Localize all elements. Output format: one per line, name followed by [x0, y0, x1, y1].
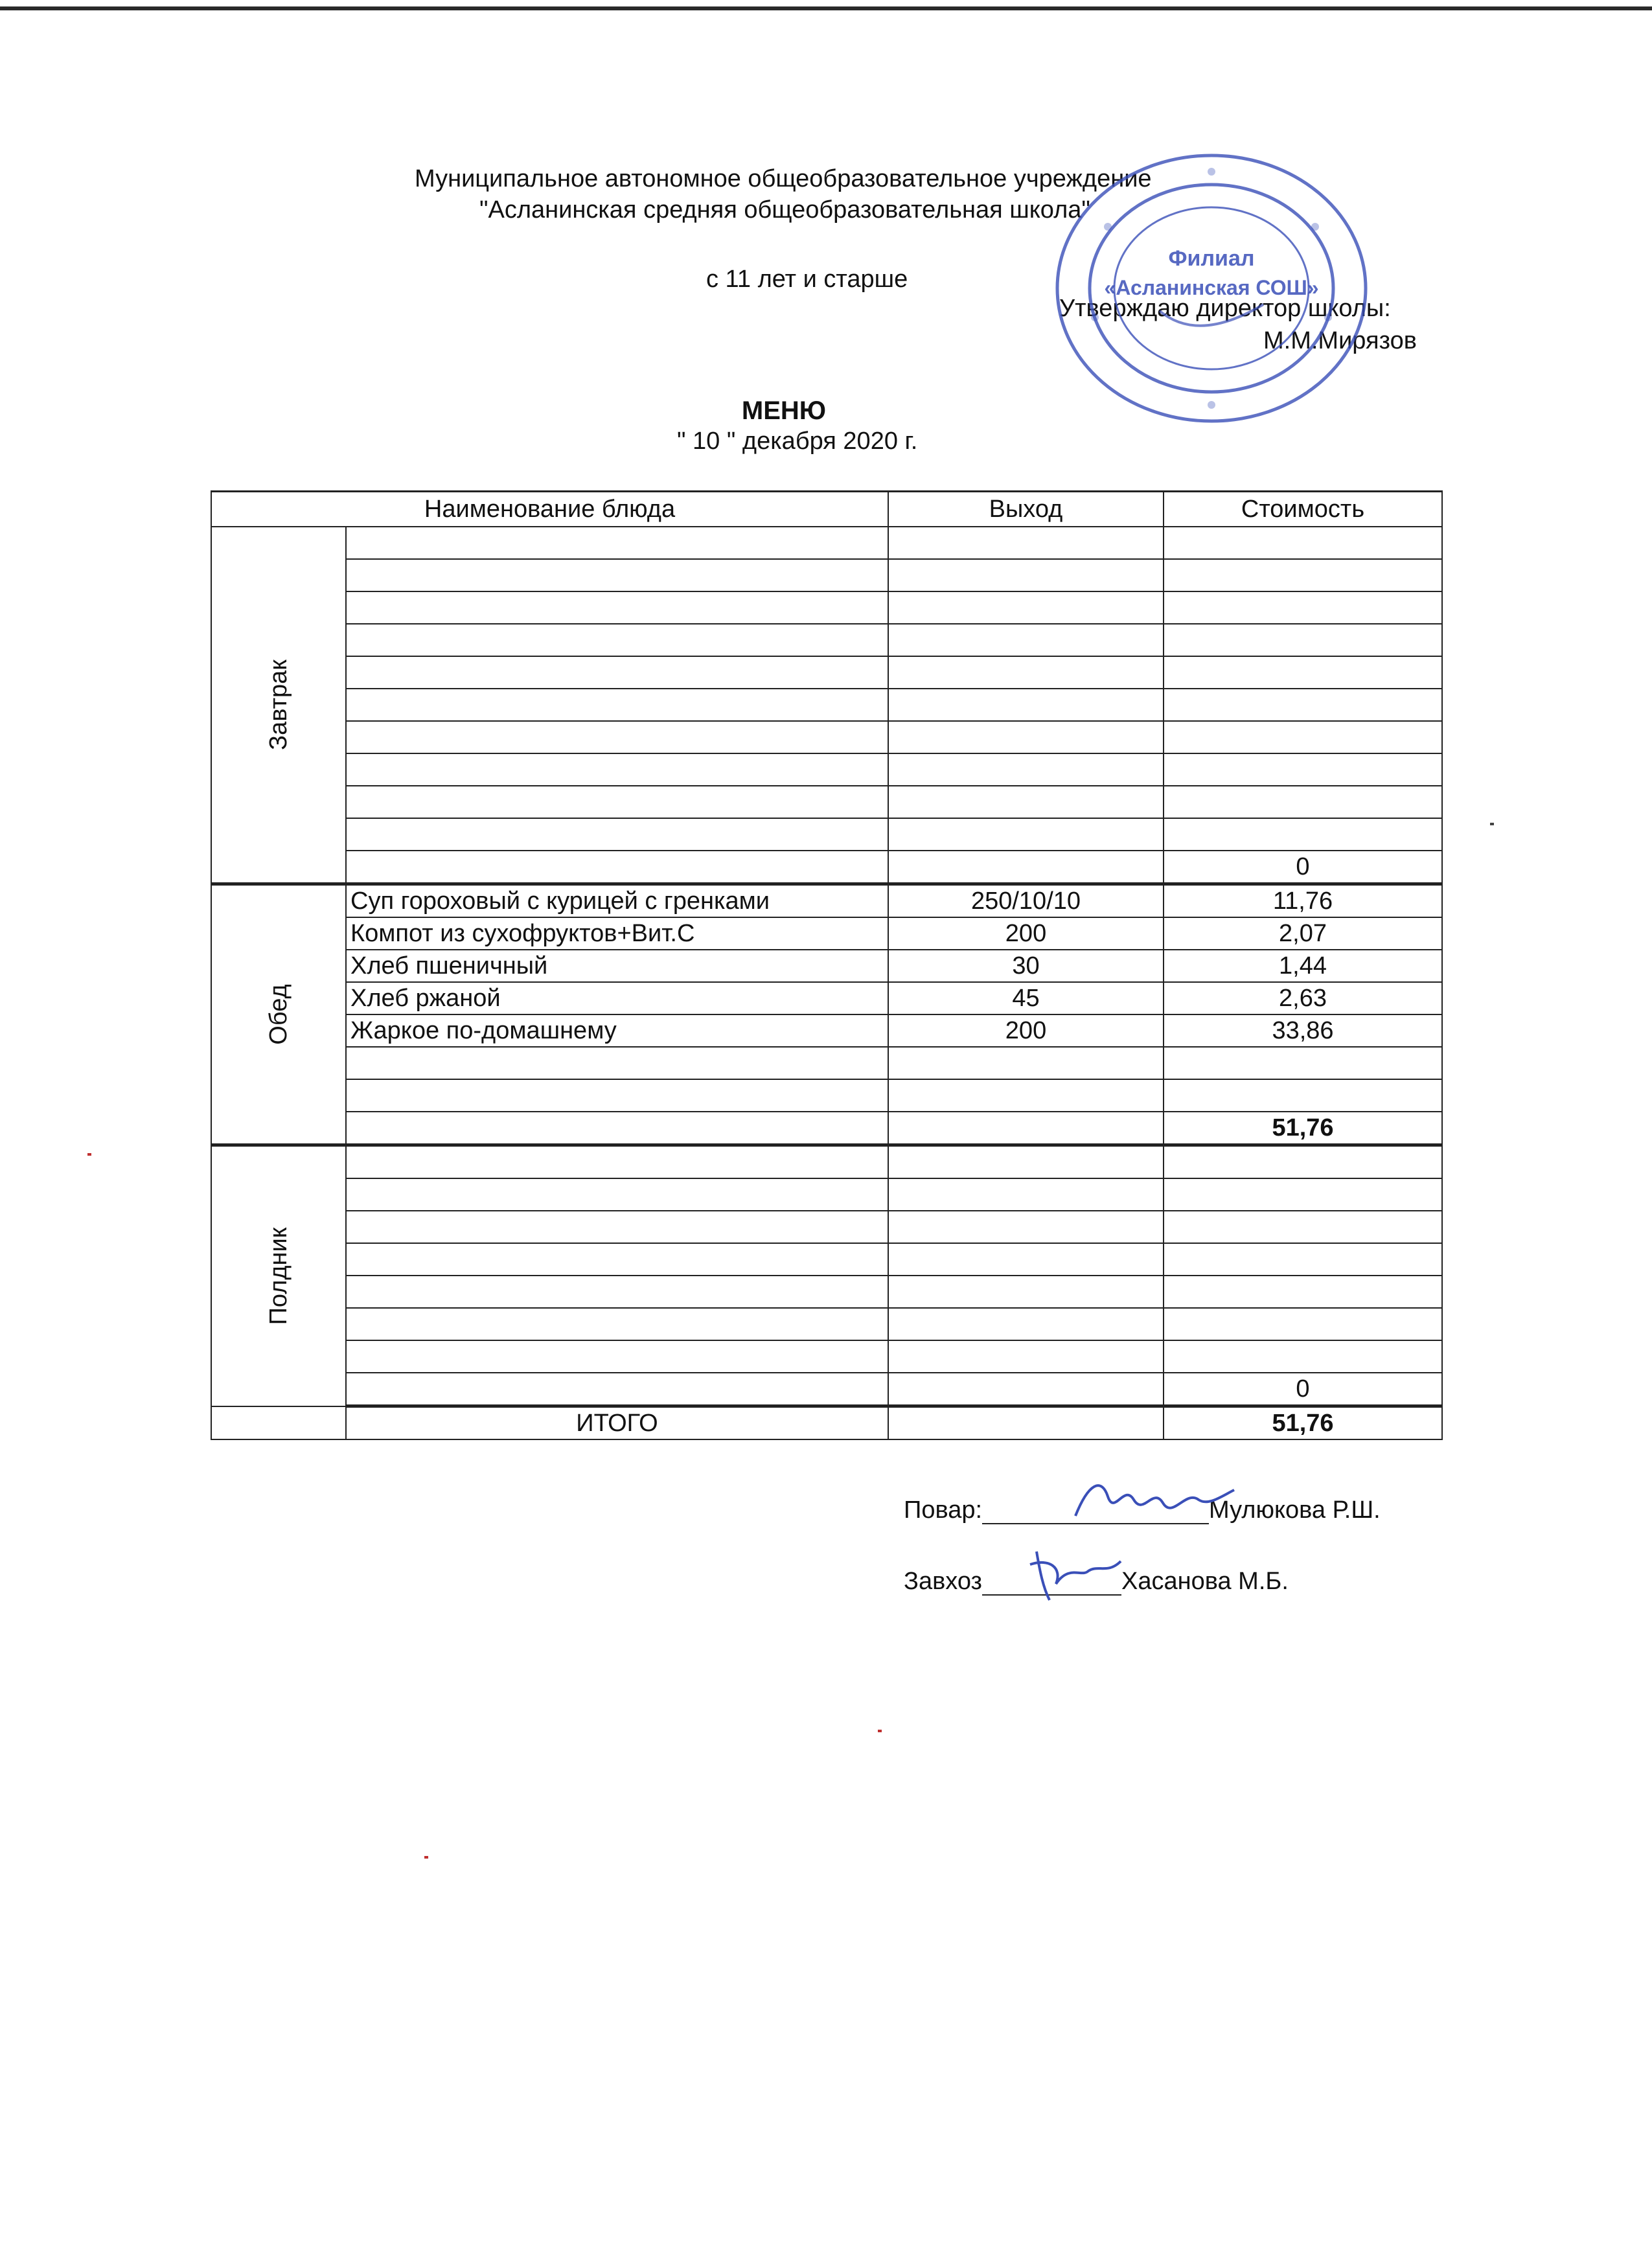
manager-label: Завхоз: [904, 1568, 982, 1595]
meal-label-lunch: Обед: [211, 884, 346, 1145]
stamp-text-2: «Асланинская СОШ»: [1104, 276, 1319, 299]
dish-name: Суп гороховый с курицей с гренками: [346, 884, 888, 918]
official-stamp: [1050, 149, 1373, 428]
cook-handwritten-signature: [1062, 1471, 1244, 1529]
dish-yield: 200: [888, 917, 1164, 950]
table-row: [211, 656, 1442, 689]
page-title: МЕНЮ: [741, 396, 827, 425]
table-row: [211, 1276, 1442, 1308]
table-row: [211, 1178, 1442, 1211]
col-header-yield: Выход: [888, 492, 1164, 527]
table-row: [211, 1243, 1442, 1276]
dish-name: Хлеб пшеничный: [346, 950, 888, 982]
grand-total-label: ИТОГО: [346, 1406, 888, 1440]
lunch-total-row: [211, 1112, 1442, 1145]
table-row: [211, 982, 1442, 1014]
director-name: М.М.Мирязов: [1263, 327, 1417, 354]
table-row: [211, 689, 1442, 721]
table-row: [211, 1014, 1442, 1047]
manager-handwritten-signature: [1011, 1539, 1140, 1610]
institution-line-1: Муниципальное автономное общеобразовательное учреждение: [415, 165, 1152, 192]
breakfast-total: 0: [1164, 851, 1442, 884]
manager-name: Хасанова М.Б.: [1121, 1568, 1289, 1595]
col-header-name: Наименование блюда: [211, 492, 888, 527]
meal-label-snack: Полдник: [211, 1145, 346, 1406]
grand-total: 51,76: [1164, 1406, 1442, 1440]
scan-speck: [87, 1153, 91, 1156]
table-row: [211, 1211, 1442, 1243]
table-row: [211, 527, 1442, 559]
dish-cost: 1,44: [1164, 950, 1442, 982]
col-header-cost: Стоимость: [1164, 492, 1442, 527]
age-group: с 11 лет и старше: [706, 266, 908, 293]
table-row: [211, 884, 1442, 918]
cook-label: Повар:: [904, 1496, 983, 1524]
approve-label: Утверждаю директор школы:: [1059, 295, 1391, 322]
snack-total: 0: [1164, 1373, 1442, 1406]
cook-name: Мулюкова Р.Ш.: [1209, 1496, 1381, 1524]
scan-speck: [424, 1856, 428, 1859]
dish-name: Жаркое по-домашнему: [346, 1014, 888, 1047]
breakfast-total-row: [211, 851, 1442, 884]
table-row: [211, 624, 1442, 656]
grand-total-row: [211, 1406, 1442, 1440]
dish-yield: 200: [888, 1014, 1164, 1047]
dish-cost: 33,86: [1164, 1014, 1442, 1047]
meal-label-breakfast: Завтрак: [211, 527, 346, 884]
dish-cost: 2,07: [1164, 917, 1442, 950]
institution-line-2: "Асланинская средняя общеобразовательная школа": [479, 196, 1090, 223]
scan-edge-line: [0, 6, 1652, 10]
table-row: [211, 1308, 1442, 1340]
menu-table: [211, 490, 1443, 1440]
table-row: [211, 818, 1442, 851]
table-row: [211, 1047, 1442, 1079]
dish-yield: 250/10/10: [888, 884, 1164, 918]
dish-cost: 2,63: [1164, 982, 1442, 1014]
table-header-row: [211, 492, 1442, 527]
menu-date: " 10 " декабря 2020 г.: [677, 428, 918, 455]
dish-name: Хлеб ржаной: [346, 982, 888, 1014]
table-row: [211, 786, 1442, 818]
table-row: [211, 1145, 1442, 1179]
table-row: [211, 753, 1442, 786]
scan-speck: [1490, 823, 1494, 825]
table-row: [211, 721, 1442, 753]
dish-cost: 11,76: [1164, 884, 1442, 918]
table-row: [211, 559, 1442, 591]
table-row: [211, 950, 1442, 982]
snack-total-row: [211, 1373, 1442, 1406]
stamp-text-1: Филиал: [1168, 246, 1255, 271]
dish-yield: 30: [888, 950, 1164, 982]
table-row: [211, 917, 1442, 950]
scan-speck: [878, 1730, 882, 1732]
lunch-total: 51,76: [1164, 1112, 1442, 1145]
dish-name: Компот из сухофруктов+Вит.С: [346, 917, 888, 950]
table-row: [211, 1340, 1442, 1373]
dish-yield: 45: [888, 982, 1164, 1014]
table-row: [211, 1079, 1442, 1112]
table-row: [211, 591, 1442, 624]
